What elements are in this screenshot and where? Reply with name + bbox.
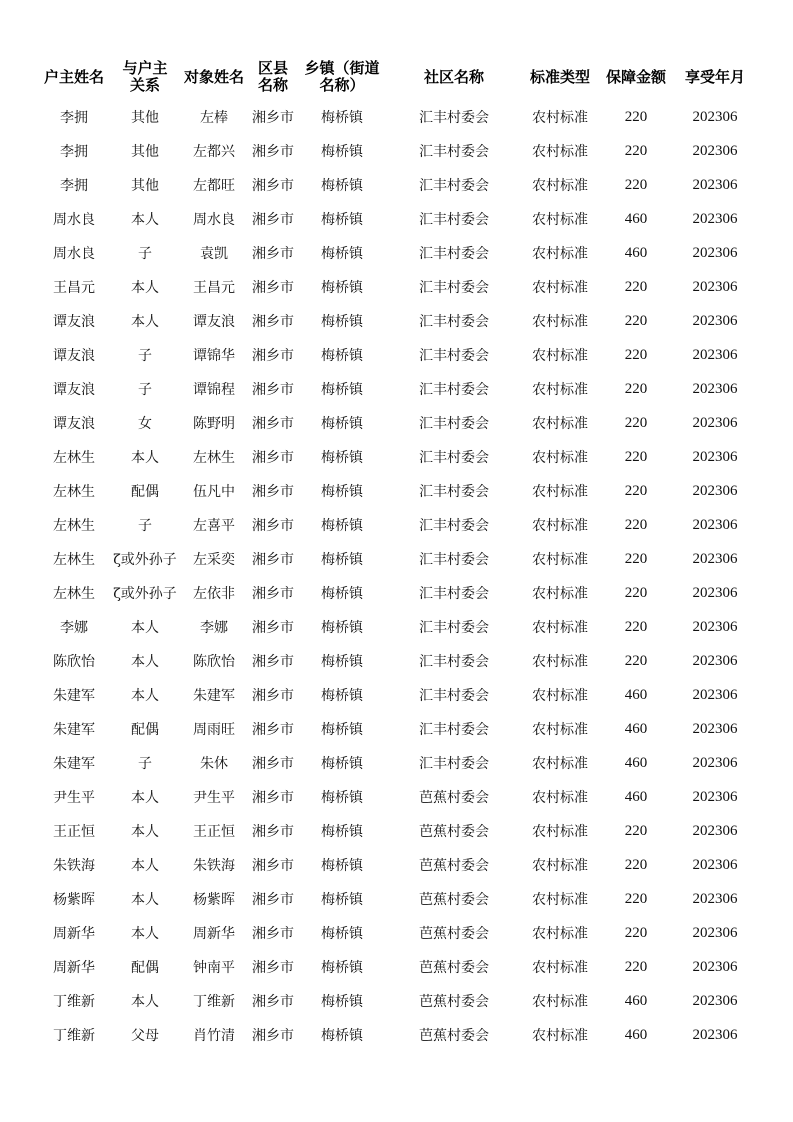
- cell-amount: 220: [624, 448, 648, 465]
- cell-month: 202306: [692, 108, 738, 125]
- cell-county: 湘乡市: [252, 1028, 294, 1044]
- cell-community: 芭蕉村委会: [419, 1028, 489, 1044]
- table-row: [36, 542, 758, 576]
- table-row: [36, 882, 758, 916]
- cell-householder-name: 李拥: [60, 110, 88, 126]
- cell-county: 湘乡市: [252, 348, 294, 364]
- table-row: [36, 406, 758, 440]
- cell-standard-type: 农村标准: [532, 960, 588, 976]
- header-county-line: 区县: [257, 59, 288, 77]
- cell-month: 202306: [692, 754, 738, 771]
- beneficiary-table: [36, 54, 758, 1052]
- cell-township: 梅桥镇: [321, 994, 363, 1010]
- cell-standard-type: 农村标准: [532, 994, 588, 1010]
- cell-month: 202306: [692, 958, 738, 975]
- cell-standard-type: 农村标准: [532, 926, 588, 942]
- cell-standard-type: 农村标准: [532, 416, 588, 432]
- cell-standard-type: 农村标准: [532, 688, 588, 704]
- cell-month: 202306: [692, 890, 738, 907]
- cell-subject-name: 左棒: [200, 110, 228, 126]
- cell-month: 202306: [692, 516, 738, 533]
- cell-township: 梅桥镇: [321, 722, 363, 738]
- table-row: [36, 202, 758, 236]
- cell-month: 202306: [692, 482, 738, 499]
- cell-relation: 配偶: [131, 960, 159, 976]
- cell-relation: 子: [138, 382, 152, 398]
- table-row: [36, 644, 758, 678]
- table-row: [36, 610, 758, 644]
- cell-county: 湘乡市: [252, 756, 294, 772]
- cell-householder-name: 王昌元: [53, 280, 95, 296]
- cell-month: 202306: [692, 448, 738, 465]
- cell-county: 湘乡市: [252, 450, 294, 466]
- cell-community: 汇丰村委会: [419, 654, 489, 670]
- cell-subject-name: 左都旺: [193, 178, 235, 194]
- cell-subject-name: 王正恒: [193, 824, 235, 840]
- cell-standard-type: 农村标准: [532, 178, 588, 194]
- cell-householder-name: 朱铁海: [53, 858, 95, 874]
- cell-amount: 460: [624, 788, 648, 805]
- cell-subject-name: 左依非: [193, 586, 235, 602]
- cell-amount: 220: [624, 414, 648, 431]
- cell-standard-type: 农村标准: [532, 756, 588, 772]
- cell-county: 湘乡市: [252, 926, 294, 942]
- cell-householder-name: 周水良: [53, 246, 95, 262]
- cell-subject-name: 钟南平: [193, 960, 235, 976]
- header-month: 享受年月: [684, 67, 745, 86]
- cell-township: 梅桥镇: [321, 654, 363, 670]
- cell-township: 梅桥镇: [321, 382, 363, 398]
- cell-subject-name: 左林生: [193, 450, 235, 466]
- cell-relation: 本人: [131, 450, 159, 466]
- cell-relation: 本人: [131, 654, 159, 670]
- header-county-line: 名称: [257, 76, 288, 94]
- cell-amount: 220: [624, 822, 648, 839]
- cell-township: 梅桥镇: [321, 314, 363, 330]
- cell-county: 湘乡市: [252, 994, 294, 1010]
- cell-householder-name: 朱建军: [53, 756, 95, 772]
- table-row: [36, 984, 758, 1018]
- cell-community: 汇丰村委会: [419, 450, 489, 466]
- cell-relation: 本人: [131, 620, 159, 636]
- cell-householder-name: 尹生平: [53, 790, 95, 806]
- cell-subject-name: 周雨旺: [193, 722, 235, 738]
- cell-subject-name: 左喜平: [193, 518, 235, 534]
- cell-relation: 父母: [131, 1028, 159, 1044]
- cell-community: 汇丰村委会: [419, 110, 489, 126]
- cell-subject-name: 丁维新: [193, 994, 235, 1010]
- cell-township: 梅桥镇: [321, 416, 363, 432]
- cell-relation: 本人: [131, 858, 159, 874]
- cell-community: 汇丰村委会: [419, 348, 489, 364]
- cell-relation: 子: [138, 348, 152, 364]
- cell-subject-name: 陈欣怡: [193, 654, 235, 670]
- cell-relation: 其他: [131, 110, 159, 126]
- cell-month: 202306: [692, 176, 738, 193]
- cell-amount: 460: [624, 1026, 648, 1043]
- cell-county: 湘乡市: [252, 178, 294, 194]
- cell-month: 202306: [692, 584, 738, 601]
- cell-subject-name: 朱休: [200, 756, 228, 772]
- table-row: [36, 236, 758, 270]
- cell-householder-name: 左林生: [53, 586, 95, 602]
- cell-relation: 子: [138, 756, 152, 772]
- header-subject-name: 对象姓名: [183, 67, 244, 86]
- cell-township: 梅桥镇: [321, 756, 363, 772]
- cell-householder-name: 朱建军: [53, 688, 95, 704]
- cell-householder-name: 谭友浪: [53, 348, 95, 364]
- cell-township: 梅桥镇: [321, 178, 363, 194]
- cell-standard-type: 农村标准: [532, 1028, 588, 1044]
- cell-subject-name: 谭锦华: [193, 348, 235, 364]
- table-row: [36, 848, 758, 882]
- cell-amount: 220: [624, 958, 648, 975]
- cell-standard-type: 农村标准: [532, 450, 588, 466]
- cell-amount: 460: [624, 210, 648, 227]
- cell-amount: 220: [624, 278, 648, 295]
- cell-relation: 本人: [131, 688, 159, 704]
- table-row: [36, 508, 758, 542]
- cell-standard-type: 农村标准: [532, 858, 588, 874]
- table-row: [36, 712, 758, 746]
- table-row: [36, 372, 758, 406]
- cell-householder-name: 朱建军: [53, 722, 95, 738]
- table-row: [36, 134, 758, 168]
- cell-township: 梅桥镇: [321, 552, 363, 568]
- cell-subject-name: 李娜: [200, 620, 228, 636]
- table-row: [36, 270, 758, 304]
- cell-subject-name: 周新华: [193, 926, 235, 942]
- cell-county: 湘乡市: [252, 654, 294, 670]
- cell-amount: 460: [624, 686, 648, 703]
- cell-township: 梅桥镇: [321, 620, 363, 636]
- cell-community: 汇丰村委会: [419, 144, 489, 160]
- cell-community: 汇丰村委会: [419, 722, 489, 738]
- table-row: [36, 304, 758, 338]
- cell-county: 湘乡市: [252, 586, 294, 602]
- cell-householder-name: 谭友浪: [53, 382, 95, 398]
- header-amount: 保障金额: [605, 67, 666, 86]
- cell-township: 梅桥镇: [321, 824, 363, 840]
- cell-community: 汇丰村委会: [419, 586, 489, 602]
- cell-month: 202306: [692, 312, 738, 329]
- cell-relation: 本人: [131, 824, 159, 840]
- cell-month: 202306: [692, 380, 738, 397]
- cell-month: 202306: [692, 414, 738, 431]
- cell-householder-name: 周新华: [53, 960, 95, 976]
- cell-community: 汇丰村委会: [419, 518, 489, 534]
- cell-community: 汇丰村委会: [419, 212, 489, 228]
- cell-relation: 本人: [131, 212, 159, 228]
- cell-township: 梅桥镇: [321, 790, 363, 806]
- cell-township: 梅桥镇: [321, 246, 363, 262]
- table-row: [36, 1018, 758, 1052]
- cell-month: 202306: [692, 1026, 738, 1043]
- cell-standard-type: 农村标准: [532, 212, 588, 228]
- cell-amount: 220: [624, 142, 648, 159]
- cell-subject-name: 左采奕: [193, 552, 235, 568]
- cell-amount: 460: [624, 720, 648, 737]
- cell-standard-type: 农村标准: [532, 314, 588, 330]
- cell-township: 梅桥镇: [321, 144, 363, 160]
- header-township-line: 乡镇（街道: [304, 59, 380, 77]
- cell-month: 202306: [692, 550, 738, 567]
- cell-county: 湘乡市: [252, 552, 294, 568]
- cell-standard-type: 农村标准: [532, 552, 588, 568]
- cell-county: 湘乡市: [252, 382, 294, 398]
- cell-amount: 220: [624, 618, 648, 635]
- cell-householder-name: 左林生: [53, 518, 95, 534]
- cell-township: 梅桥镇: [321, 518, 363, 534]
- cell-householder-name: 丁维新: [53, 1028, 95, 1044]
- cell-amount: 220: [624, 176, 648, 193]
- header-community: 社区名称: [423, 67, 484, 86]
- cell-relation: 本人: [131, 994, 159, 1010]
- cell-county: 湘乡市: [252, 790, 294, 806]
- cell-relation: 女: [138, 416, 152, 432]
- cell-subject-name: 左都兴: [193, 144, 235, 160]
- cell-month: 202306: [692, 686, 738, 703]
- cell-community: 芭蕉村委会: [419, 858, 489, 874]
- cell-householder-name: 左林生: [53, 450, 95, 466]
- cell-amount: 460: [624, 992, 648, 1009]
- cell-month: 202306: [692, 856, 738, 873]
- cell-standard-type: 农村标准: [532, 382, 588, 398]
- cell-householder-name: 左林生: [53, 552, 95, 568]
- cell-standard-type: 农村标准: [532, 824, 588, 840]
- cell-standard-type: 农村标准: [532, 484, 588, 500]
- header-standard-type: 标准类型: [529, 67, 590, 86]
- cell-householder-name: 王正恒: [53, 824, 95, 840]
- cell-relation: ζ或外孙子: [113, 552, 177, 568]
- table-row: [36, 474, 758, 508]
- cell-month: 202306: [692, 244, 738, 261]
- cell-subject-name: 尹生平: [193, 790, 235, 806]
- cell-amount: 220: [624, 890, 648, 907]
- cell-householder-name: 李拥: [60, 144, 88, 160]
- cell-amount: 220: [624, 482, 648, 499]
- cell-amount: 220: [624, 108, 648, 125]
- cell-relation: 其他: [131, 144, 159, 160]
- cell-subject-name: 王昌元: [193, 280, 235, 296]
- cell-amount: 460: [624, 754, 648, 771]
- header-relation: [112, 54, 178, 100]
- table-header: [36, 54, 758, 100]
- cell-standard-type: 农村标准: [532, 110, 588, 126]
- cell-relation: 子: [138, 246, 152, 262]
- cell-householder-name: 杨紫晖: [53, 892, 95, 908]
- cell-householder-name: 谭友浪: [53, 314, 95, 330]
- cell-community: 芭蕉村委会: [419, 926, 489, 942]
- cell-subject-name: 朱建军: [193, 688, 235, 704]
- cell-township: 梅桥镇: [321, 110, 363, 126]
- cell-community: 芭蕉村委会: [419, 892, 489, 908]
- cell-community: 汇丰村委会: [419, 620, 489, 636]
- table-row: [36, 780, 758, 814]
- cell-community: 汇丰村委会: [419, 280, 489, 296]
- cell-relation: 本人: [131, 280, 159, 296]
- cell-county: 湘乡市: [252, 314, 294, 330]
- cell-county: 湘乡市: [252, 280, 294, 296]
- header-township-line: 名称）: [319, 76, 365, 94]
- cell-amount: 220: [624, 346, 648, 363]
- cell-month: 202306: [692, 992, 738, 1009]
- cell-month: 202306: [692, 720, 738, 737]
- cell-township: 梅桥镇: [321, 484, 363, 500]
- cell-community: 汇丰村委会: [419, 688, 489, 704]
- cell-amount: 220: [624, 550, 648, 567]
- table-row: [36, 746, 758, 780]
- cell-standard-type: 农村标准: [532, 518, 588, 534]
- table-body: [36, 100, 758, 1052]
- cell-householder-name: 周新华: [53, 926, 95, 942]
- cell-community: 芭蕉村委会: [419, 994, 489, 1010]
- cell-standard-type: 农村标准: [532, 246, 588, 262]
- table-row: [36, 814, 758, 848]
- cell-relation: 本人: [131, 314, 159, 330]
- cell-amount: 220: [624, 516, 648, 533]
- cell-relation: 本人: [131, 926, 159, 942]
- cell-community: 芭蕉村委会: [419, 824, 489, 840]
- cell-householder-name: 左林生: [53, 484, 95, 500]
- cell-township: 梅桥镇: [321, 926, 363, 942]
- cell-householder-name: 丁维新: [53, 994, 95, 1010]
- cell-standard-type: 农村标准: [532, 620, 588, 636]
- cell-standard-type: 农村标准: [532, 654, 588, 670]
- cell-county: 湘乡市: [252, 960, 294, 976]
- cell-county: 湘乡市: [252, 722, 294, 738]
- cell-township: 梅桥镇: [321, 688, 363, 704]
- cell-county: 湘乡市: [252, 858, 294, 874]
- cell-community: 汇丰村委会: [419, 416, 489, 432]
- cell-subject-name: 谭友浪: [193, 314, 235, 330]
- cell-county: 湘乡市: [252, 518, 294, 534]
- table-row: [36, 100, 758, 134]
- cell-subject-name: 杨紫晖: [193, 892, 235, 908]
- cell-community: 汇丰村委会: [419, 484, 489, 500]
- cell-subject-name: 陈野明: [193, 416, 235, 432]
- cell-relation: 本人: [131, 892, 159, 908]
- cell-amount: 220: [624, 584, 648, 601]
- cell-subject-name: 周水良: [193, 212, 235, 228]
- cell-amount: 220: [624, 380, 648, 397]
- cell-county: 湘乡市: [252, 824, 294, 840]
- cell-township: 梅桥镇: [321, 212, 363, 228]
- cell-county: 湘乡市: [252, 110, 294, 126]
- cell-standard-type: 农村标准: [532, 722, 588, 738]
- cell-standard-type: 农村标准: [532, 280, 588, 296]
- cell-amount: 460: [624, 244, 648, 261]
- cell-amount: 220: [624, 312, 648, 329]
- cell-subject-name: 谭锦程: [193, 382, 235, 398]
- cell-amount: 220: [624, 652, 648, 669]
- cell-relation: ζ或外孙子: [113, 586, 177, 602]
- cell-standard-type: 农村标准: [532, 586, 588, 602]
- cell-township: 梅桥镇: [321, 1028, 363, 1044]
- cell-township: 梅桥镇: [321, 892, 363, 908]
- cell-month: 202306: [692, 788, 738, 805]
- header-row: [36, 54, 758, 100]
- cell-subject-name: 袁凯: [200, 246, 228, 262]
- cell-month: 202306: [692, 822, 738, 839]
- cell-relation: 子: [138, 518, 152, 534]
- cell-community: 芭蕉村委会: [419, 960, 489, 976]
- header-relation-line: 与户主: [122, 59, 168, 77]
- cell-month: 202306: [692, 142, 738, 159]
- header-relation-line: 关系: [129, 76, 160, 94]
- cell-community: 汇丰村委会: [419, 382, 489, 398]
- table-row: [36, 440, 758, 474]
- cell-subject-name: 朱铁海: [193, 858, 235, 874]
- cell-standard-type: 农村标准: [532, 892, 588, 908]
- cell-county: 湘乡市: [252, 484, 294, 500]
- table-row: [36, 576, 758, 610]
- cell-householder-name: 周水良: [53, 212, 95, 228]
- cell-month: 202306: [692, 924, 738, 941]
- cell-month: 202306: [692, 618, 738, 635]
- cell-community: 汇丰村委会: [419, 552, 489, 568]
- table-row: [36, 338, 758, 372]
- cell-relation: 本人: [131, 790, 159, 806]
- cell-standard-type: 农村标准: [532, 144, 588, 160]
- cell-relation: 其他: [131, 178, 159, 194]
- cell-month: 202306: [692, 652, 738, 669]
- cell-standard-type: 农村标准: [532, 790, 588, 806]
- cell-month: 202306: [692, 210, 738, 227]
- cell-month: 202306: [692, 346, 738, 363]
- cell-county: 湘乡市: [252, 246, 294, 262]
- cell-householder-name: 李娜: [60, 620, 88, 636]
- cell-township: 梅桥镇: [321, 450, 363, 466]
- cell-community: 汇丰村委会: [419, 246, 489, 262]
- cell-amount: 220: [624, 924, 648, 941]
- header-householder-name: 户主姓名: [43, 67, 104, 86]
- cell-township: 梅桥镇: [321, 348, 363, 364]
- header-county: [250, 54, 296, 100]
- cell-county: 湘乡市: [252, 416, 294, 432]
- cell-standard-type: 农村标准: [532, 348, 588, 364]
- cell-township: 梅桥镇: [321, 960, 363, 976]
- table-row: [36, 916, 758, 950]
- cell-community: 汇丰村委会: [419, 756, 489, 772]
- cell-community: 芭蕉村委会: [419, 790, 489, 806]
- cell-township: 梅桥镇: [321, 280, 363, 296]
- cell-community: 汇丰村委会: [419, 178, 489, 194]
- cell-householder-name: 陈欣怡: [53, 654, 95, 670]
- cell-county: 湘乡市: [252, 688, 294, 704]
- cell-county: 湘乡市: [252, 620, 294, 636]
- table-row: [36, 168, 758, 202]
- cell-householder-name: 谭友浪: [53, 416, 95, 432]
- cell-subject-name: 伍凡中: [193, 484, 235, 500]
- cell-amount: 220: [624, 856, 648, 873]
- cell-township: 梅桥镇: [321, 858, 363, 874]
- cell-county: 湘乡市: [252, 892, 294, 908]
- cell-county: 湘乡市: [252, 144, 294, 160]
- cell-relation: 配偶: [131, 722, 159, 738]
- table-row: [36, 678, 758, 712]
- cell-relation: 配偶: [131, 484, 159, 500]
- header-township: [296, 54, 388, 100]
- cell-township: 梅桥镇: [321, 586, 363, 602]
- cell-month: 202306: [692, 278, 738, 295]
- cell-county: 湘乡市: [252, 212, 294, 228]
- cell-subject-name: 肖竹清: [193, 1028, 235, 1044]
- table-row: [36, 950, 758, 984]
- cell-householder-name: 李拥: [60, 178, 88, 194]
- cell-community: 汇丰村委会: [419, 314, 489, 330]
